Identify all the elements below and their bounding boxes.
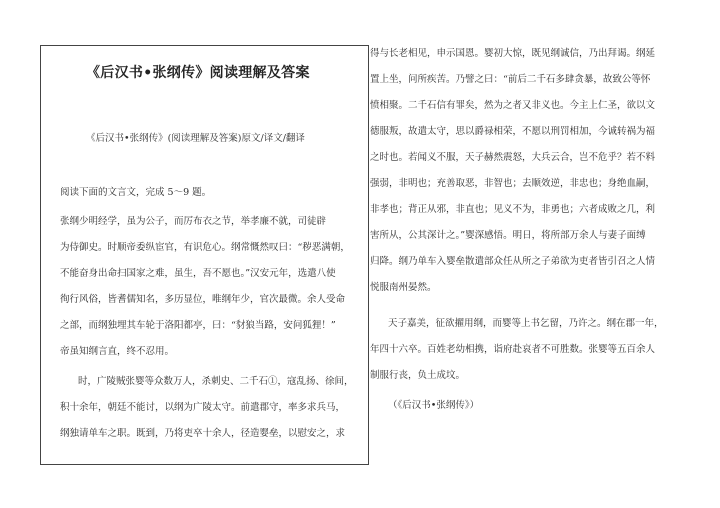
right-line: 归降。纲乃单车入婴垒散遣部众任从所之子弟欲为吏者皆引召之人情 bbox=[370, 256, 656, 267]
left-line: 帝虽知纲言直，终不忍用。 bbox=[60, 346, 175, 357]
right-line: 愤相聚。二千石信有罪矣，然为之者又非义也。今主上仁圣，欲以文 bbox=[370, 100, 656, 111]
right-line: 强弱，非明也；充善取恶，非智也；去顺效逆，非忠也；身绝血嗣， bbox=[370, 178, 656, 189]
right-line: 德服叛，故遣太守，思以爵禄相荣，不愿以刑罚相加，今诚转祸为福 bbox=[370, 126, 656, 137]
page-title: 《后汉书•张纲传》阅读理解及答案 bbox=[86, 65, 310, 81]
left-line: 时，广陵贼张婴等众数万人，杀刺史、二千石①，寇乱扬、徐间， bbox=[78, 376, 354, 387]
right-line: 天子嘉美，征欲擢用纲，而婴等上书乞留，乃许之。纲在郡一年， bbox=[388, 318, 664, 329]
right-line: 得与长老相见，申示国恩。婴初大惊，既见纲诚信，乃出拜谒。纲延 bbox=[370, 48, 656, 59]
right-line: 制服行丧，负土成坟。 bbox=[370, 370, 466, 381]
left-line: 为侍御史。时顺帝委纵宦官，有识危心。纲常慨然叹曰：“秽恶满朝， bbox=[60, 242, 350, 253]
left-line: 阅读下面的文言文，完成 5～9 题。 bbox=[60, 187, 212, 198]
document-subtitle: 《后汉书•张纲传》(阅读理解及答案)原文/译文/翻译 bbox=[86, 133, 305, 144]
left-line: 不能奋身出命扫国家之难，虽生，吾不愿也。”汉安元年，选遣八使 bbox=[60, 268, 336, 279]
right-line: 非孝也；背正从邪，非直也；见义不为，非勇也；六者成败之几，利 bbox=[370, 204, 656, 215]
right-line: 之时也。若闻义不服，天子赫然震怒，大兵云合，岂不危乎？若不料 bbox=[370, 152, 656, 163]
left-line: 张纲少明经学，虽为公子，而厉布衣之节，举孝廉不就，司徒辟 bbox=[60, 216, 327, 227]
right-line: 年四十六卒。百姓老幼相携，诣府赴哀者不可胜数。张婴等五百余人 bbox=[370, 344, 656, 355]
source-citation: （《后汉书•张纲传》） bbox=[388, 400, 480, 411]
right-line: 置上坐，问所疾苦。乃譬之曰：“前后二千石多肆贪暴，故致公等怀 bbox=[370, 74, 651, 85]
right-line: 悦服南州晏然。 bbox=[370, 282, 437, 293]
left-line: 徇行风俗，皆耆儒知名，多历显位，唯纲年少，官次最微。余人受命 bbox=[60, 294, 346, 305]
left-line: 纲独请单车之职。既到，乃将吏卒十余人，径造婴垒，以慰安之，求 bbox=[60, 428, 346, 439]
right-line: 害所从，公其深计之。”婴深感悟。明日，将所部万余人与妻子面缚 bbox=[370, 230, 646, 241]
left-line: 积十余年，朝廷不能讨，以纲为广陵太守。前遣郡守，率多求兵马， bbox=[60, 402, 346, 413]
left-line: 之部，而纲独埋其车轮于洛阳都亭，曰：“豺狼当路，安问狐狸！” bbox=[60, 320, 336, 331]
